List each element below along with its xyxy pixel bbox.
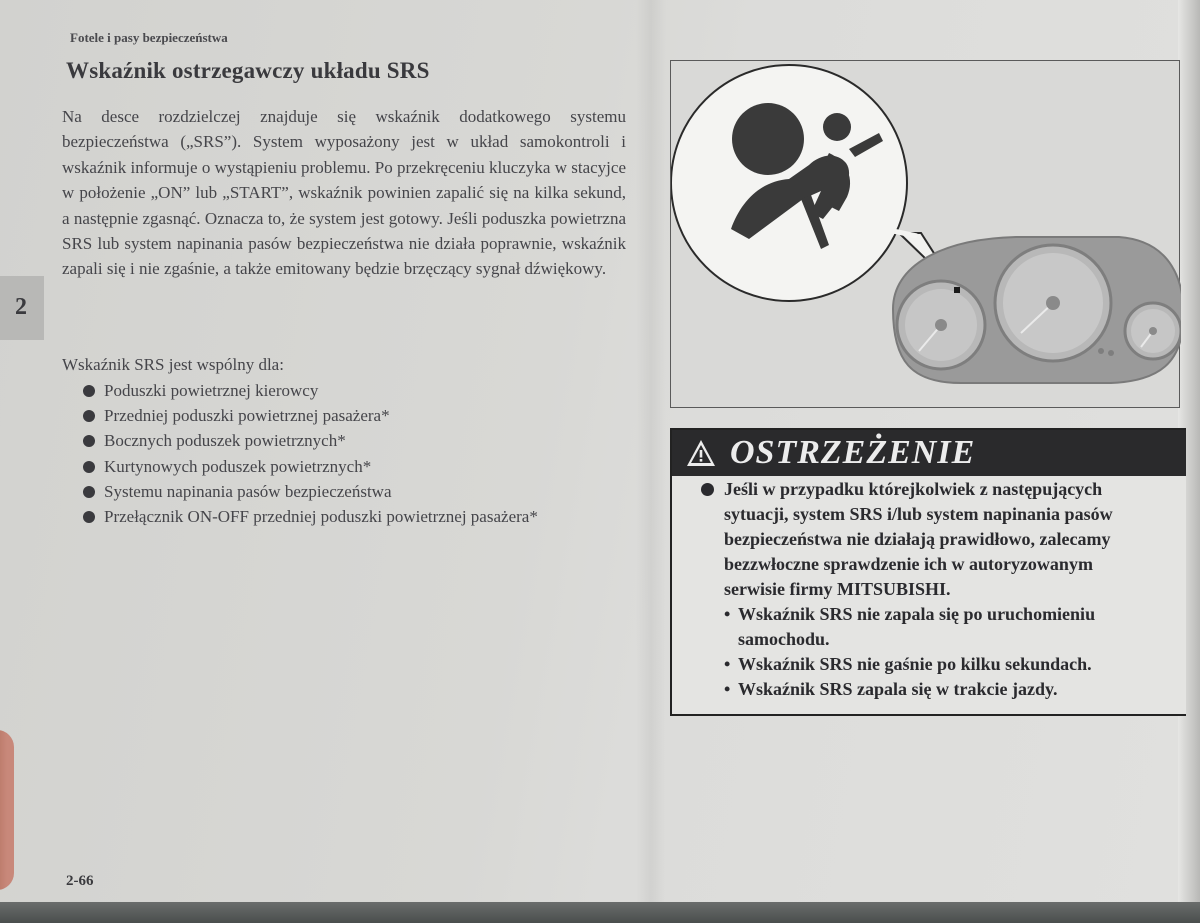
- common-label: Wskaźnik SRS jest wspólny dla:: [62, 355, 284, 374]
- warning-line: Jeśli w przypadku którejkolwiek z następujących: [724, 479, 1103, 499]
- list-item: Przełącznik ON-OFF przedniej poduszki powietrznej pasażera*: [82, 504, 626, 529]
- sub-item-line: samochodu.: [738, 629, 830, 649]
- page-number: 2-66: [66, 873, 94, 889]
- warning-header: [672, 430, 1186, 476]
- common-list: [82, 378, 626, 529]
- intro-text: Na desce rozdzielczej znajduje się wskaźnik dodatkowego systemu bezpieczeństwa („SRS”). System wyposażony jest w układ samokontroli i wskaźnik informuje o wystąpieniu problemu. Po przekręceniu kluczyka w stacyjce w położenie „ON” lub „START”, wskaźnik powinien zapalić się na kilka sekund, a następnie zgasnąć. Oznacza to, że system jest gotowy. Jeśli poduszka powietrzna SRS lub system napinania pasów bezpieczeństwa nie działa poprawnie, wskaźnik zapali się i nie zgaśnie, a także emitowany będzie brzęczący sygnał dźwiękowy.: [62, 107, 626, 279]
- sub-bullet: •: [724, 679, 731, 699]
- warning-line: sytuacji, system SRS i/lub system napinania pasów: [724, 504, 1113, 524]
- list-item: Poduszki powietrznej kierowcy: [82, 378, 626, 403]
- chapter-number: 2: [15, 294, 27, 320]
- warning-line: bezpieczeństwa nie działają prawidłowo, zalecamy: [724, 529, 1111, 549]
- warning-line: bezzwłoczne sprawdzenie ich w autoryzowanym: [724, 554, 1093, 574]
- warning-sub-item: [672, 652, 1186, 677]
- finger: [0, 730, 14, 890]
- srs-warning-lamp: [954, 287, 960, 293]
- instrument-cluster-illustration: [670, 60, 1180, 408]
- right-gauge-hub: [1149, 327, 1157, 335]
- instrument-cluster-drawing: [671, 61, 1181, 409]
- sub-bullet: •: [724, 604, 731, 624]
- indicator-lamp: [1108, 350, 1114, 356]
- list-item: Bocznych poduszek powietrznych*: [82, 428, 626, 453]
- table-surface: [0, 902, 1200, 923]
- sub-item-line: Wskaźnik SRS zapala się w trakcie jazdy.: [738, 679, 1058, 699]
- section-title: Wskaźnik ostrzegawczy układu SRS: [66, 58, 430, 83]
- warning-body: [672, 476, 1186, 702]
- list-item: Przedniej poduszki powietrznej pasażera*: [82, 403, 626, 428]
- callout-join: [893, 231, 917, 236]
- warning-title: OSTRZEŻENIE: [730, 434, 976, 471]
- warning-sub-item: [672, 602, 1186, 652]
- list-item: Systemu napinania pasów bezpieczeństwa: [82, 479, 626, 504]
- left-gauge-hub: [935, 319, 947, 331]
- warning-main-item: [672, 477, 1186, 602]
- bullet-icon: [701, 483, 714, 496]
- intro-paragraph: [62, 104, 626, 282]
- list-item: Kurtynowych poduszek powietrznych*: [82, 454, 626, 479]
- sub-item-line: Wskaźnik SRS nie gaśnie po kilku sekundach.: [738, 654, 1092, 674]
- sub-bullet: •: [724, 654, 731, 674]
- warning-box: [670, 428, 1186, 716]
- page-gutter: [636, 0, 666, 923]
- indicator-lamp: [1098, 348, 1104, 354]
- center-gauge-hub: [1046, 296, 1060, 310]
- sub-item-line: Wskaźnik SRS nie zapala się po uruchomieniu: [738, 604, 1096, 624]
- warning-triangle-icon: [686, 439, 716, 467]
- warning-sub-item: [672, 677, 1186, 702]
- warning-line: serwisie firmy MITSUBISHI.: [724, 579, 951, 599]
- running-head: Fotele i pasy bezpieczeństwa: [70, 30, 228, 45]
